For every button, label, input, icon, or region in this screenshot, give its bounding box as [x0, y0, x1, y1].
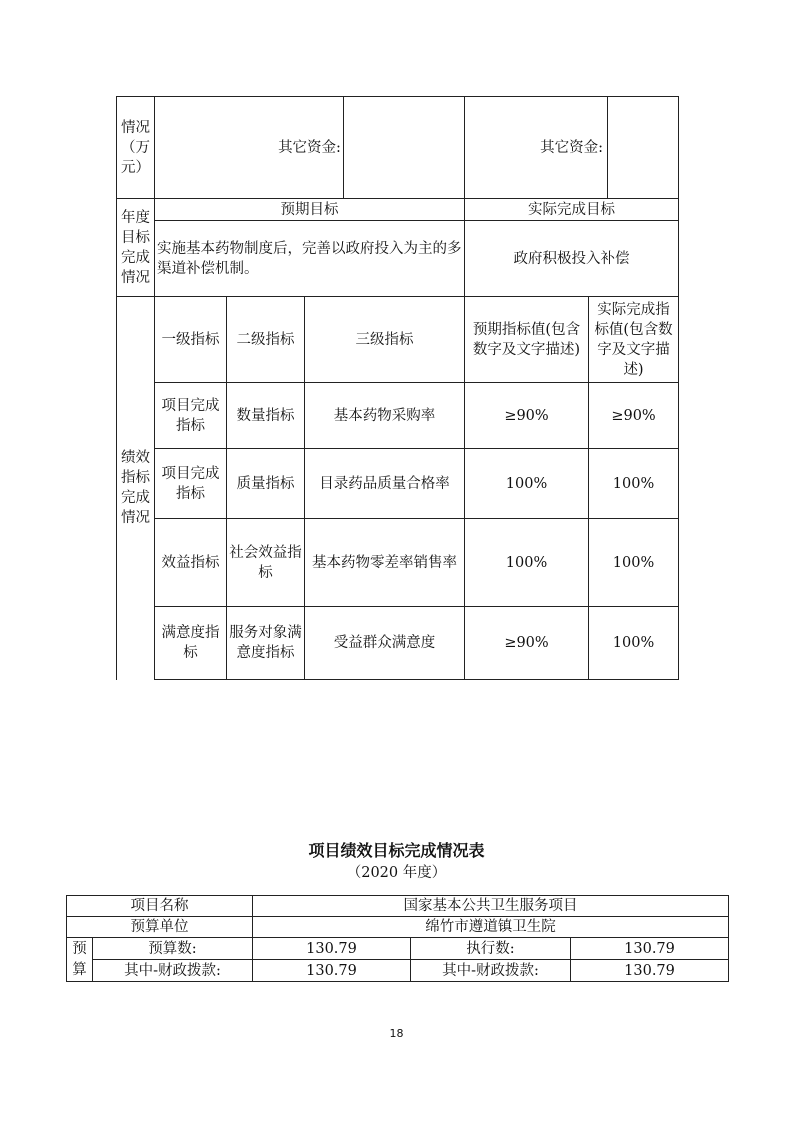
executed-value: 130.79 — [571, 938, 729, 960]
performance-table — [116, 96, 679, 680]
budget-amount-label: 预算数: — [93, 938, 253, 960]
row-level2: 社会效益指标 — [227, 519, 305, 607]
row-actual: ≥90% — [589, 383, 679, 449]
other-funds-expected-label: 其它资金: — [155, 97, 465, 199]
row-level3: 受益群众满意度 — [305, 607, 465, 680]
funding-rowhead: 情况（万元） — [117, 97, 155, 199]
page-number: 18 — [389, 1027, 404, 1040]
expected-goal-header: 预期目标 — [155, 199, 465, 221]
row-level2: 质量指标 — [227, 449, 305, 519]
row-expected: ≥90% — [465, 383, 589, 449]
other-funds-actual-label: 其它资金: — [465, 97, 679, 199]
project-name-label: 项目名称 — [67, 896, 253, 917]
fiscal-label-2: 其中-财政拨款: — [411, 960, 571, 982]
row-level3: 基本药物零差率销售率 — [305, 519, 465, 607]
actual-goal-header: 实际完成目标 — [465, 199, 679, 221]
budget-unit-label: 预算单位 — [67, 917, 253, 938]
row-level2: 数量指标 — [227, 383, 305, 449]
project-info-table — [66, 895, 729, 982]
header-level1: 一级指标 — [155, 297, 227, 383]
header-expected-value: 预期指标值(包含数字及文字描述) — [465, 297, 589, 383]
perf-rowhead: 绩效指标完成情况 — [117, 297, 155, 680]
header-actual-value: 实际完成指标值(包含数字及文字描述) — [589, 297, 679, 383]
funding-divider-2 — [607, 96, 608, 199]
row-level3: 目录药品质量合格率 — [305, 449, 465, 519]
fiscal-value: 130.79 — [253, 960, 411, 982]
row-expected: ≥90% — [465, 607, 589, 680]
row-level1: 满意度指标 — [155, 607, 227, 680]
row-actual: 100% — [589, 449, 679, 519]
funding-divider — [343, 96, 344, 199]
row-level1: 效益指标 — [155, 519, 227, 607]
row-actual: 100% — [589, 519, 679, 607]
budget-unit-value: 绵竹市遵道镇卫生院 — [253, 917, 729, 938]
section-title: 项目绩效目标完成情况表 — [308, 841, 485, 860]
expected-goal-text: 实施基本药物制度后，完善以政府投入为主的多渠道补偿机制。 — [155, 221, 465, 297]
table-row — [117, 519, 679, 607]
project-name-value: 国家基本公共卫生服务项目 — [253, 896, 729, 917]
header-level2: 二级指标 — [227, 297, 305, 383]
header-level3: 三级指标 — [305, 297, 465, 383]
row-level2: 服务对象满意度指标 — [227, 607, 305, 680]
row-expected: 100% — [465, 519, 589, 607]
budget-rowhead: 预算 — [67, 938, 93, 982]
table-row — [117, 607, 679, 680]
table-row — [117, 449, 679, 519]
table-row — [117, 383, 679, 449]
row-level3: 基本药物采购率 — [305, 383, 465, 449]
row-level1: 项目完成指标 — [155, 449, 227, 519]
executed-label: 执行数: — [411, 938, 571, 960]
row-actual: 100% — [589, 607, 679, 680]
fiscal-label: 其中-财政拨款: — [93, 960, 253, 982]
section-subtitle: （2020 年度） — [346, 865, 447, 881]
actual-goal-text: 政府积极投入补偿 — [465, 221, 679, 297]
annual-rowhead: 年度目标完成情况 — [117, 199, 155, 297]
row-expected: 100% — [465, 449, 589, 519]
row-level1: 项目完成指标 — [155, 383, 227, 449]
budget-amount-value: 130.79 — [253, 938, 411, 960]
fiscal-value-2: 130.79 — [571, 960, 729, 982]
